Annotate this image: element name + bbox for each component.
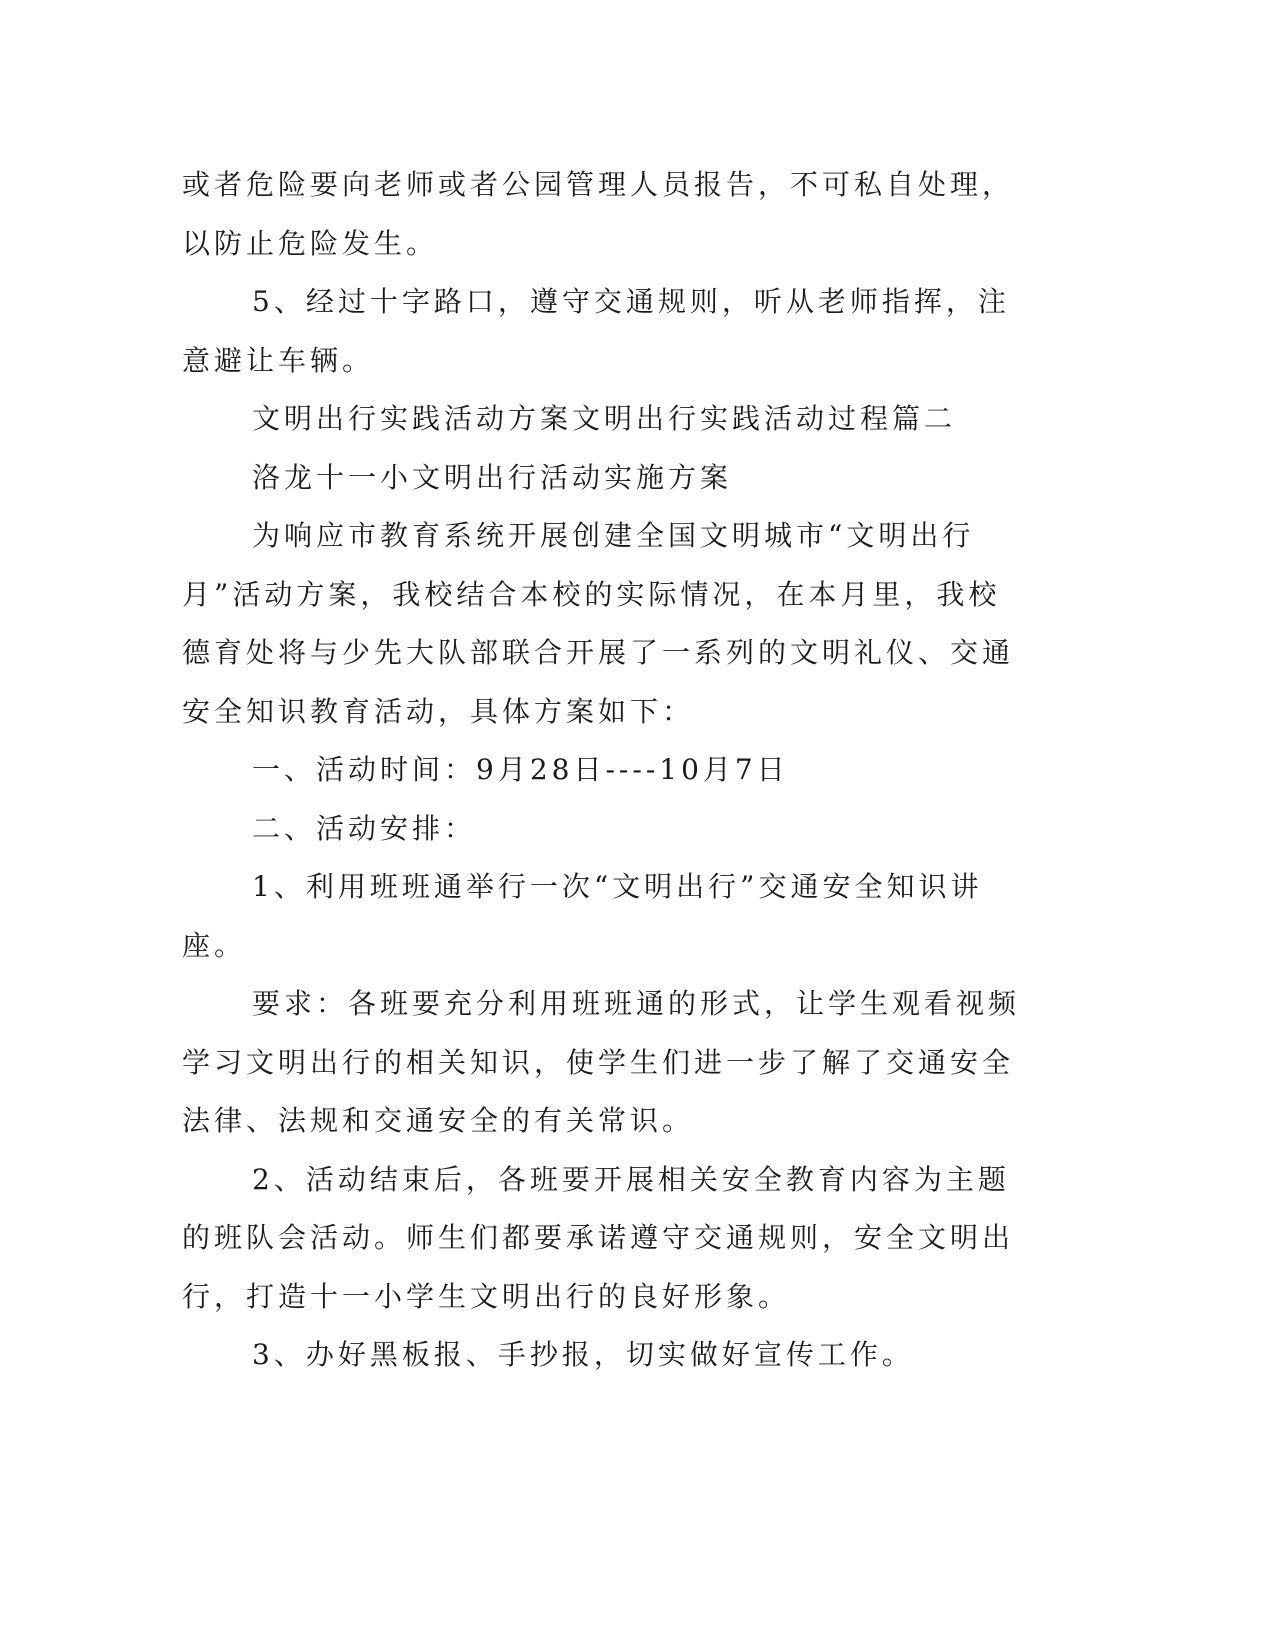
requirement-paragraph: 要求：各班要充分利用班班通的形式，让学生观看视频学习文明出行的相关知识，使学生们进一步了解了交通安全法律、法规和交通安全的有关常识。 [182,987,1021,1137]
paragraph-danger-report: 或者危险要向老师或者公园管理人员报告，不可私自处理，以防止危险发生。 [182,168,1015,260]
arrangement-item-3: 3、办好黑板报、手抄报，切实做好宣传工作。 [252,1338,914,1371]
paragraph-intro: 为响应市教育系统开展创建全国文明城市“文明出行月”活动方案，我校结合本校的实际情况，在本月里，我校德育处将与少先大队部联合开展了一系列的文明礼仪、交通安全知识教育活动，具体方案如下： [182,519,1015,728]
activity-time: 一、活动时间：9月28日----10月7日 [252,753,789,786]
document-body [182,156,1032,1385]
arrangement-item-1: 1、利用班班通举行一次“文明出行”交通安全知识讲座。 [182,870,983,962]
plan-title: 洛龙十一小文明出行活动实施方案 [252,460,733,494]
arrangement-item-2: 2、活动结束后，各班要开展相关安全教育内容为主题的班队会活动。师生们都要承诺遵守交通规则，安全文明出行，打造十一小学生文明出行的良好形象。 [182,1162,1015,1313]
section-title: 文明出行实践活动方案文明出行实践活动过程篇二 [252,402,957,435]
activity-arrangement-heading: 二、活动安排： [252,811,477,845]
paragraph-crossroad: 5、经过十字路口，遵守交通规则，听从老师指挥，注意避让车辆。 [182,285,1010,377]
